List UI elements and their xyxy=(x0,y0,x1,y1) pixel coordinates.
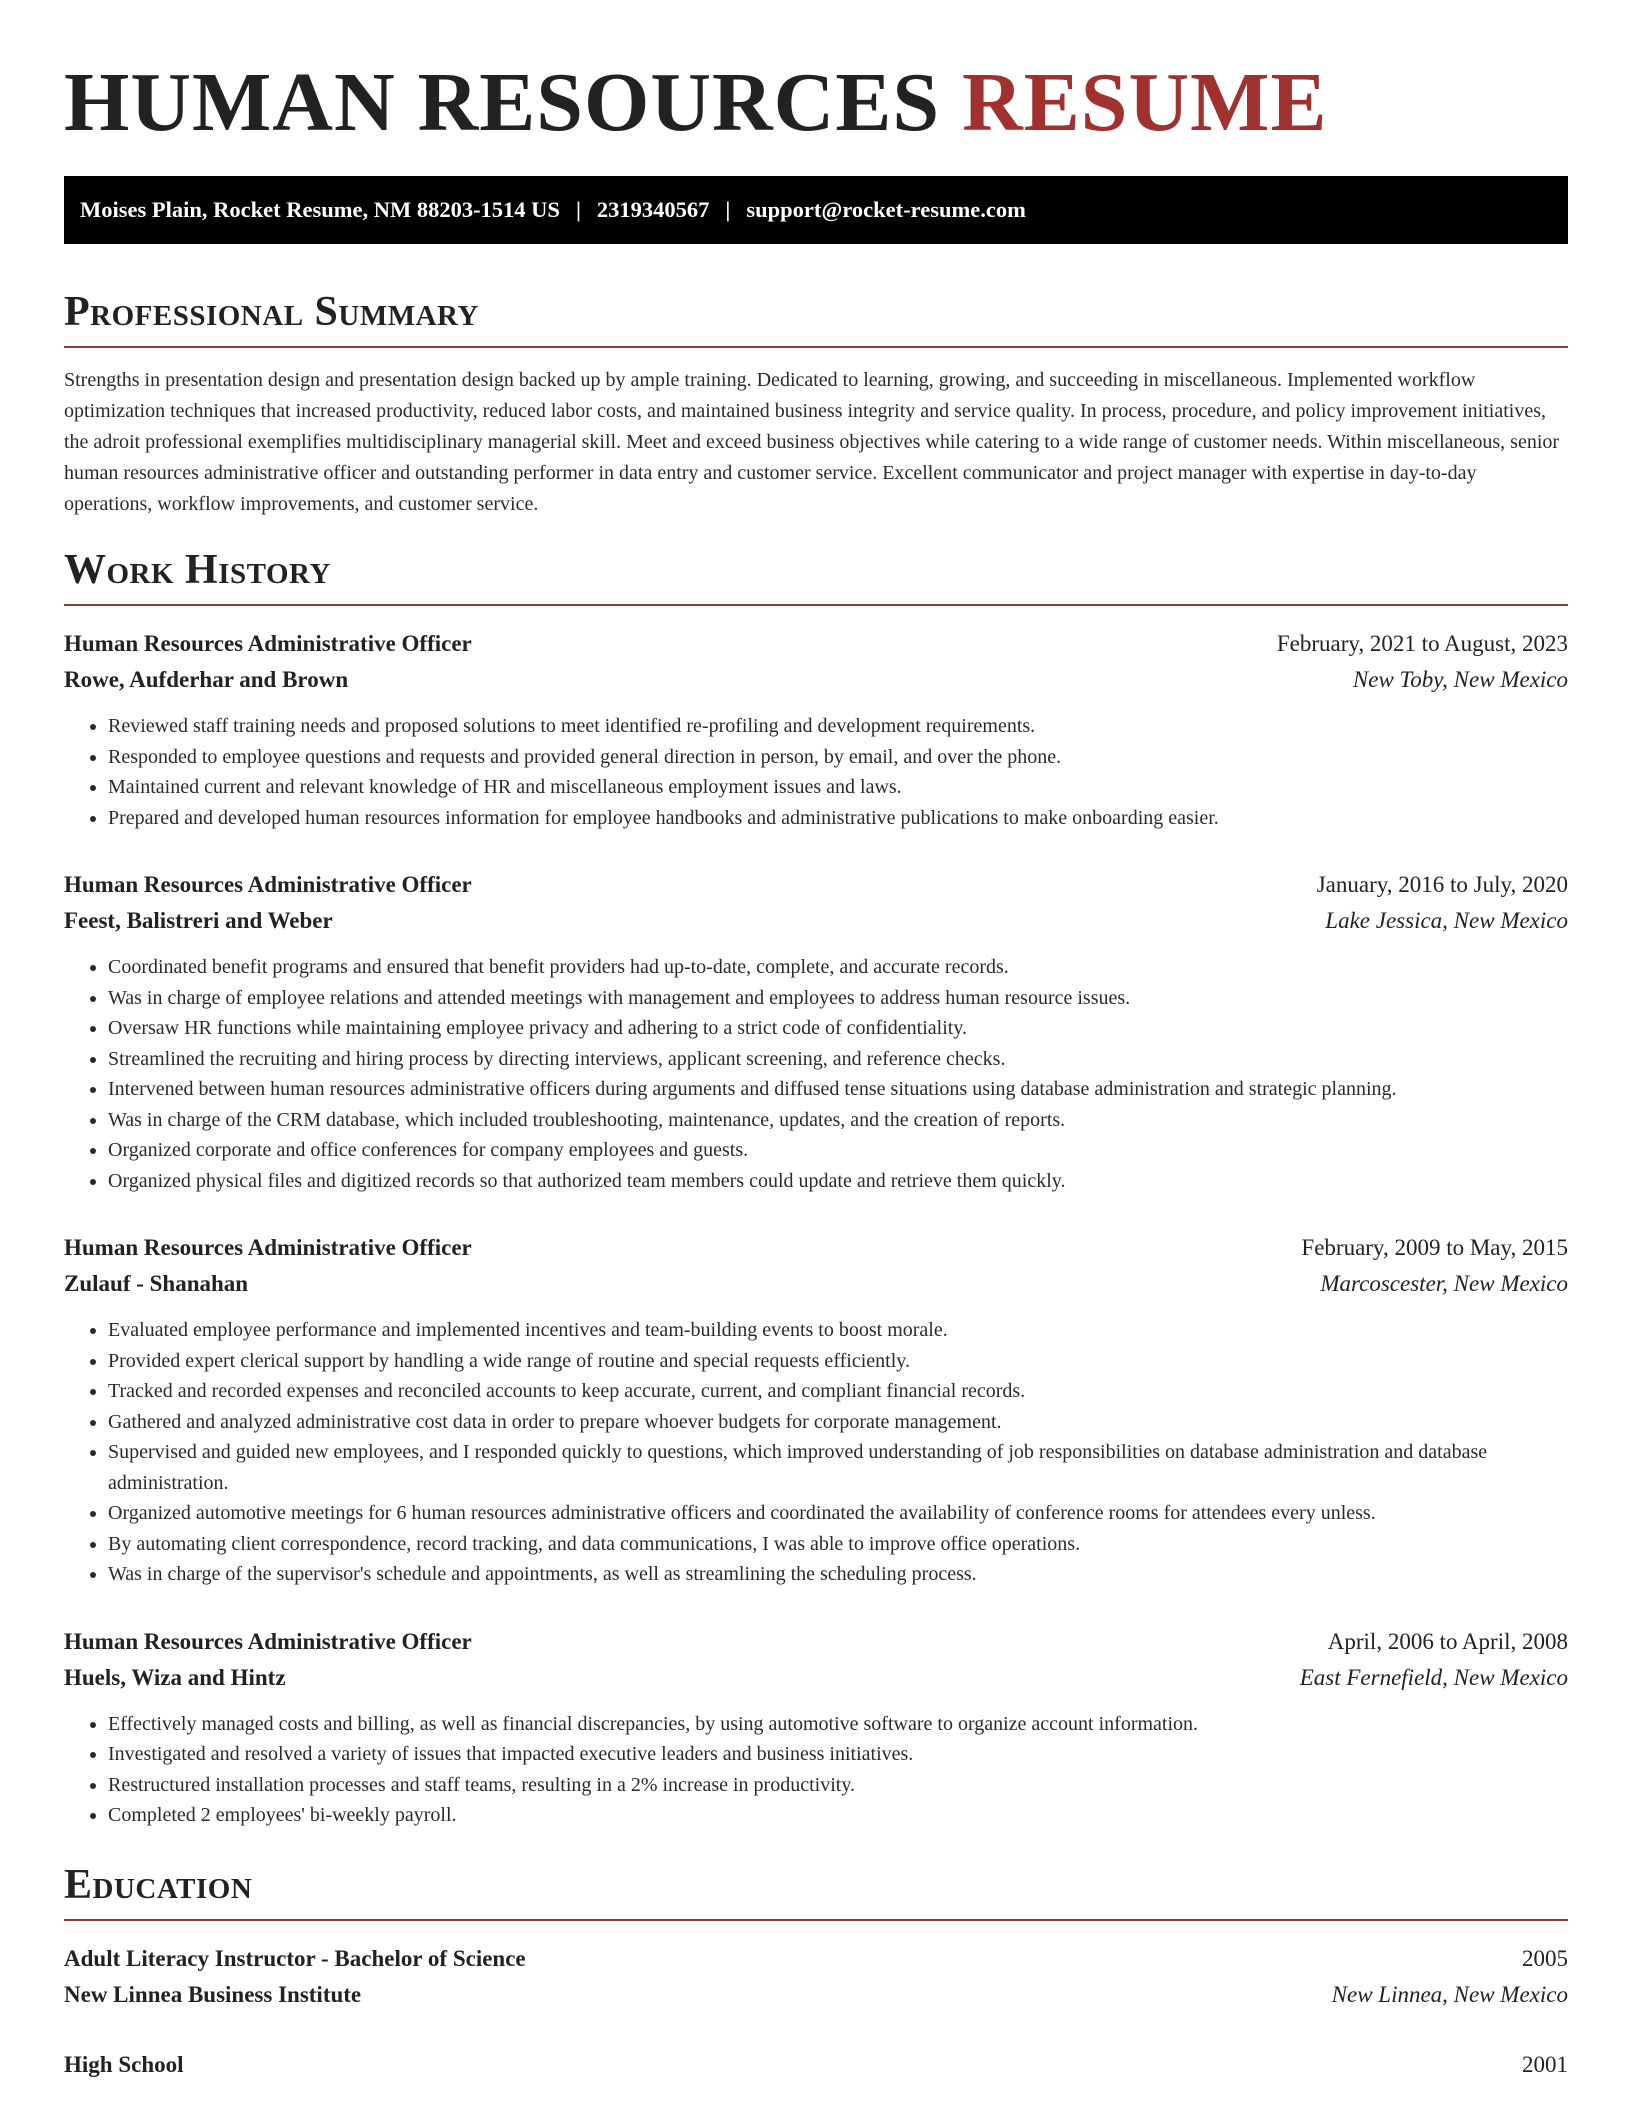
list-item: • Streamlined the recruiting and hiring process by directing interviews, applicant screening, and reference checks. xyxy=(108,1044,1568,1075)
list-item: • Maintained current and relevant knowledge of HR and miscellaneous employment issues and laws. xyxy=(108,772,1568,803)
education-entry xyxy=(64,2047,1568,2083)
list-item: • Evaluated employee performance and implemented incentives and team-building events to boost morale. xyxy=(108,1315,1568,1346)
job-location: Marcoscester, New Mexico xyxy=(1320,1271,1568,1296)
list-item: • Supervised and guided new employees, and I responded quickly to questions, which improved understanding of job responsibilities on database administration and database administration. xyxy=(108,1437,1568,1498)
job-header-row xyxy=(64,867,1568,903)
page-title xyxy=(64,0,1568,148)
education-header-row xyxy=(64,1941,1568,1977)
summary-text: Strengths in presentation design and presentation design backed up by ample training. Dedicated to learning, growing, and succeeding in miscellaneous. Implemented workflow optimization techniques that increased productivity, reduced labor costs, and maintained business integrity and service quality. In process, procedure, and policy improvement initiatives, the adroit professional exemplifies multidisciplinary managerial skill. Meet and exceed business objectives while catering to a wide range of customer needs. Within miscellaneous, senior human resources administrative officer and outstanding performer in data entry and customer service. Excellent communicator and project manager with expertise in day-to-day operations, workflow improvements, and customer service. xyxy=(64,369,1560,515)
list-item: • Organized automotive meetings for 6 human resources administrative officers and coordinated the availability of conference rooms for attendees every unless. xyxy=(108,1498,1568,1529)
education-header-row xyxy=(64,2047,1568,2083)
contact-address: Moises Plain, Rocket Resume, NM 88203-1514 US xyxy=(80,197,560,222)
section-heading-education: Education xyxy=(64,1861,1568,1921)
list-item: • Completed 2 employees' bi-weekly payroll. xyxy=(108,1800,1568,1831)
list-item: • Prepared and developed human resources information for employee handbooks and administrative publications to make onboarding easier. xyxy=(108,803,1568,834)
education-degree: High School xyxy=(64,2051,184,2077)
education-location: New Linnea, New Mexico xyxy=(1331,1981,1568,2007)
list-item: • Organized corporate and office conferences for company employees and guests. xyxy=(108,1135,1568,1166)
job-company-row xyxy=(64,662,1568,698)
job-bullets xyxy=(64,1709,1568,1831)
job-bullets xyxy=(64,952,1568,1196)
job-entry xyxy=(64,1624,1568,1831)
education-school-row xyxy=(64,1977,1568,2013)
job-entry xyxy=(64,1230,1568,1590)
job-company-row xyxy=(64,1660,1568,1696)
contact-separator: | xyxy=(575,197,581,222)
job-company-row xyxy=(64,903,1568,939)
job-dates: April, 2006 to April, 2008 xyxy=(1327,1628,1568,1654)
job-dates: January, 2016 to July, 2020 xyxy=(1316,872,1568,897)
list-item: • Provided expert clerical support by handling a wide range of routine and special requests efficiently. xyxy=(108,1346,1568,1377)
job-header-row xyxy=(64,626,1568,662)
job-header-row xyxy=(64,1624,1568,1660)
education-entry xyxy=(64,1941,1568,2013)
title-main: HUMAN RESOURCES xyxy=(64,56,941,149)
list-item: • Reviewed staff training needs and proposed solutions to meet identified re-profiling and development requirements. xyxy=(108,711,1568,742)
education-year: 2001 xyxy=(1522,2051,1568,2077)
list-item: • Oversaw HR functions while maintaining employee privacy and adhering to a strict code of confidentiality. xyxy=(108,1013,1568,1044)
job-entry xyxy=(64,867,1568,1196)
list-item: • Tracked and recorded expenses and reconciled accounts to keep accurate, current, and compliant financial records. xyxy=(108,1376,1568,1407)
contact-phone: 2319340567 xyxy=(596,197,710,222)
list-item: • Was in charge of the CRM database, which included troubleshooting, maintenance, updates, and the creation of reports. xyxy=(108,1105,1568,1136)
list-item: • Effectively managed costs and billing, as well as financial discrepancies, by using automotive software to organize account information. xyxy=(108,1709,1568,1740)
section-heading-work-history: Work History xyxy=(64,546,1568,606)
contact-email: support@rocket-resume.com xyxy=(746,197,1026,222)
job-title: Human Resources Administrative Officer xyxy=(64,1628,472,1654)
list-item: • Was in charge of employee relations and attended meetings with management and employees to address human resource issues. xyxy=(108,983,1568,1014)
contact-separator: | xyxy=(725,197,731,222)
job-company-row xyxy=(64,1266,1568,1302)
list-item: • Gathered and analyzed administrative cost data in order to prepare whoever budgets for corporate management. xyxy=(108,1407,1568,1438)
job-location: New Toby, New Mexico xyxy=(1352,667,1568,692)
job-location: East Fernefield, New Mexico xyxy=(1299,1664,1568,1690)
list-item: • Organized physical files and digitized records so that authorized team members could update and retrieve them quickly. xyxy=(108,1166,1568,1197)
section-heading-summary: Professional Summary xyxy=(64,288,1568,348)
job-bullets xyxy=(64,1315,1568,1590)
job-title: Human Resources Administrative Officer xyxy=(64,631,472,656)
education-school: New Linnea Business Institute xyxy=(64,1981,362,2007)
job-bullets xyxy=(64,711,1568,833)
education-degree: Adult Literacy Instructor - Bachelor of Science xyxy=(64,1945,526,1971)
list-item: • Coordinated benefit programs and ensured that benefit providers had up-to-date, complete, and accurate records. xyxy=(108,952,1568,983)
job-company: Huels, Wiza and Hintz xyxy=(64,1664,286,1690)
list-item: • Investigated and resolved a variety of issues that impacted executive leaders and business initiatives. xyxy=(108,1739,1568,1770)
job-entry xyxy=(64,626,1568,833)
job-company: Rowe, Aufderhar and Brown xyxy=(64,667,349,692)
job-header-row xyxy=(64,1230,1568,1266)
list-item: • Was in charge of the supervisor's schedule and appointments, as well as streamlining the scheduling process. xyxy=(108,1559,1568,1590)
list-item: • Responded to employee questions and requests and provided general direction in person, by email, and over the phone. xyxy=(108,742,1568,773)
education-year: 2005 xyxy=(1522,1945,1568,1971)
title-accent: RESUME xyxy=(962,56,1328,149)
list-item: • Restructured installation processes and staff teams, resulting in a 2% increase in productivity. xyxy=(108,1770,1568,1801)
list-item: • Intervened between human resources administrative officers during arguments and diffused tense situations using database administration and strategic planning. xyxy=(108,1074,1568,1105)
job-title: Human Resources Administrative Officer xyxy=(64,872,472,897)
list-item: • By automating client correspondence, record tracking, and data communications, I was able to improve office operations. xyxy=(108,1529,1568,1560)
contact-bar xyxy=(64,176,1568,244)
job-company: Feest, Balistreri and Weber xyxy=(64,908,333,933)
job-dates: February, 2021 to August, 2023 xyxy=(1276,631,1568,656)
job-title: Human Resources Administrative Officer xyxy=(64,1235,472,1260)
job-location: Lake Jessica, New Mexico xyxy=(1325,908,1568,933)
job-company: Zulauf - Shanahan xyxy=(64,1271,249,1296)
job-dates: February, 2009 to May, 2015 xyxy=(1301,1235,1568,1260)
